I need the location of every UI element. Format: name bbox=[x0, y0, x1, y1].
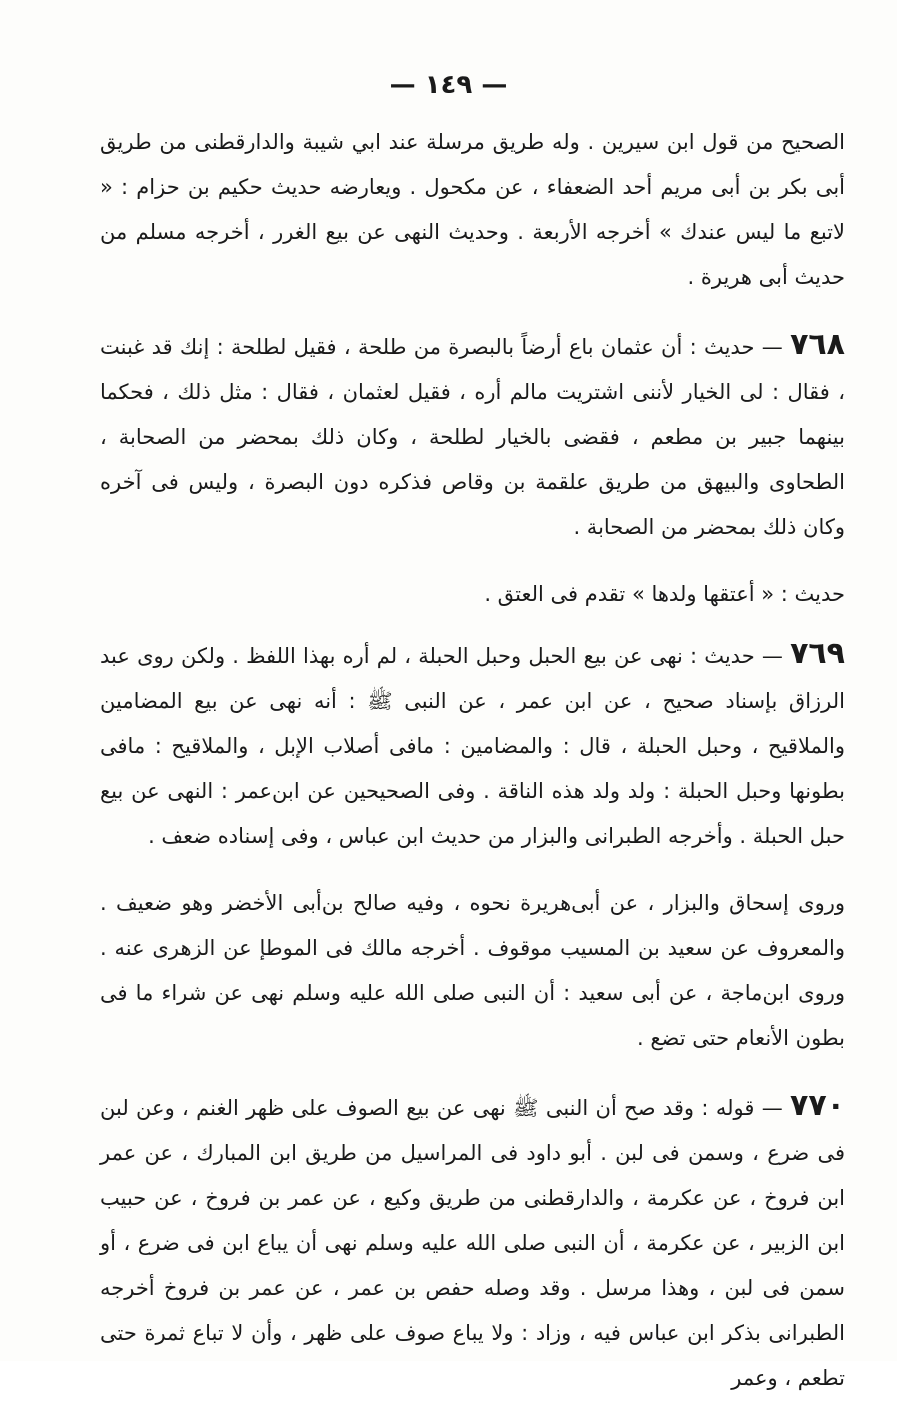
page-number: — ١٤٩ — bbox=[389, 70, 508, 100]
hadith-768 bbox=[100, 322, 845, 550]
paragraph-text: وروى إسحاق والبزار ، عن أبى‌هريرة نحوه ، وفيه صالح بن‌أبى الأخضر وهو ضعيف . والمعروف عن سعيد بن المسيب موقوف . أخرجه مالك فى الموطإ عن الزهرى عنه . وروى ابن‌ماجة ، عن أبى سعيد : أن النبى صلى الله عليه وسلم نهى عن شراء ما فى بطون الأنعام حتى تضع . bbox=[100, 891, 845, 1050]
hadith-number: ٧٦٩ bbox=[790, 636, 845, 671]
paragraph-text: — حديث : أن عثمان باع أرضاً بالبصرة من طلحة ، فقيل لطلحة : إنك قد غبنت ، فقال : لى الخيار لأننى اشتريت مالم أره ، فقيل لعثمان ، فقال : مثل ذلك ، فحكما بينهما جبير بن مطعم ، فقضى بالخيار لطلحة ، وكان ذلك بمحضر من الصحابة ، الطحاوى والبيهق من طريق علقمة بن وقاص فذكره دون البصرة ، وليس فى آخره وكان ذلك بمحضر من الصحابة . bbox=[100, 335, 845, 539]
paragraph-5 bbox=[100, 881, 845, 1061]
paragraph-text: الصحيح من قول ابن سيرين . وله طريق مرسلة عند ابي شيبة والدارقطنى من طريق أبى بكر بن أبى مريم أحد الضعفاء ، عن مكحول . ويعارضه حديث حكيم بن حزام : « لاتبع ما ليس عندك » أخرجه الأربعة . وحديث النهى عن بيع الغرر ، أخرجه مسلم من حديث أبى هريرة . bbox=[100, 130, 845, 289]
page-body bbox=[100, 120, 845, 1423]
hadith-770 bbox=[100, 1083, 845, 1401]
paragraph-text: حديث : « أعتقها ولدها » تقدم فى العتق . bbox=[484, 582, 845, 606]
paragraph-text: — حديث : نهى عن بيع الحبل وحبل الحبلة ، لم أره بهذا اللفظ . ولكن روى عبد الرزاق بإسناد صحيح ، عن ابن عمر ، عن النبى ﷺ : أنه نهى عن بيع المضامين والملاقيح ، وحبل الحبلة ، قال : والمضامين : مافى أصلاب الإبل ، والملاقيح : مافى بطونها وحبل الحبلة : ولد ولد هذه الناقة . وفى الصحيحين عن ابن‌عمر : النهى عن بيع حبل الحبلة . وأخرجه الطبرانى والبزار من حديث ابن عباس ، وفى إسناده ضعف . bbox=[100, 644, 845, 848]
hadith-769 bbox=[100, 631, 845, 859]
paragraph-3 bbox=[100, 572, 845, 617]
paragraph-text: — قوله : وقد صح أن النبى ﷺ نهى عن بيع الصوف على ظهر الغنم ، وعن لبن فى ضرع ، وسمن فى لبن . أبو داود فى المراسيل من طريق ابن المبارك ، عن عمر ابن فروخ ، عن عكرمة ، والدارقطنى من طريق وكيع ، عن عمر بن فروخ ، عن حبيب ابن الزبير ، عن عكرمة ، أن النبى صلى الله عليه وسلم نهى أن يباع ابن فى ضرع ، أو سمن فى لبن ، وهذا مرسل . وقد وصله حفص بن عمر ، عن عمر بن فروخ أخرجه الطبرانى بذكر ابن عباس فيه ، وزاد : ولا يباع صوف على ظهر ، وأن لا تباع ثمرة حتى تطعم ، وعمر bbox=[100, 1096, 845, 1390]
hadith-number: ٧٧٠ bbox=[790, 1088, 845, 1123]
paragraph-1 bbox=[100, 120, 845, 300]
hadith-number: ٧٦٨ bbox=[790, 327, 845, 362]
